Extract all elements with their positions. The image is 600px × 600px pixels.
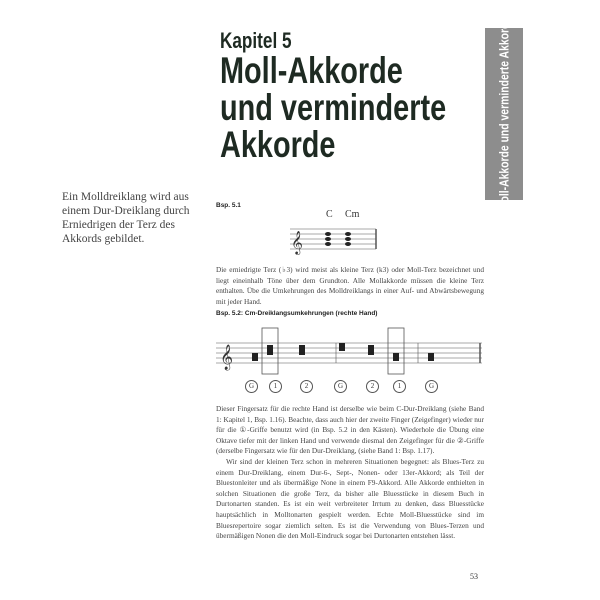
paragraph-text: Wir sind der kleinen Terz schon in mehreren Situationen begegnet: als Blues-Terz zu einem Dur-Dreiklang, einem Dur-6-, Sept-, Nonen- oder 13er-Akkord; als Teil der Bluestonleiter und als übermäßige None in einem F9-Akkord. Alle Akkorde enthielten in solchen Situationen die große Terz, da bisher alle Bluesstücke in diesem Buch in Durtonarten standen. Es ist ein weit verbreiteter Irrtum zu denken, dass Bluesstücke hauptsächlich in Molltonarten gespielt werden. Echte Moll-Bluesstücke sind im Bluesrepertoire sogar ziemlich selten. Es ist die Verwendung von Blues-Terzen und übermäßigen Nonen die den Moll-Eindruck sogar bei Durtonarten entstehen lässt.: [216, 456, 484, 541]
paragraph-text: Dieser Fingersatz für die rechte Hand ist derselbe wie beim C-Dur-Dreiklang (siehe Band 1: Kapitel 1, Bsp. 1.16). Beachte, dass auch hier der zweite Finger (Zeigefinger) wieder nur für die ①-Griffe benutzt wird (in Bsp. 5.2 in den Kästen). Wiederhole die Übung eine Oktave tiefer mit der linken Hand und verwende diesmal den Zeigefinger für die ②-Griffe (derselbe Fingersatz wie für den Dur-Dreiklang, (siehe Band 1: Bsp. 1.17).: [216, 404, 484, 456]
fingering-circle: 1: [393, 380, 406, 393]
example2-label: Bsp. 5.2: Cm-Dreiklangsumkehrungen (rechte Hand): [216, 310, 378, 317]
example1-label: Bsp. 5.1: [216, 202, 241, 209]
chapter-label: Kapitel 5: [220, 28, 292, 53]
fingering-circle: G: [245, 380, 258, 393]
staff-example2: [214, 325, 484, 380]
title-line: und verminderte: [220, 87, 447, 128]
fingering-circle: G: [425, 380, 438, 393]
fingering-circle: 2: [366, 380, 379, 393]
chord-label: Cm: [345, 209, 360, 220]
fingering-circle: 1: [269, 380, 282, 393]
margin-note: Ein Molldreiklang wird aus einem Dur-Dreiklang durch Erniedrigen der Terz des Akkords gebildet.: [62, 191, 190, 245]
paragraph-text: Die erniedrigte Terz (♭3) wird meist als kleine Terz (k3) oder Moll-Terz bezeichnet und liegt eineinhalb Töne über dem Grundton. Alle Mollakkorde müssen die kleine Terz enthalten. Übe die Umkehrungen des Molldreiklangs in einer Auf- und Abwärtsbewegung mit jeder Hand.: [216, 265, 484, 306]
title-line: Akkorde: [220, 124, 336, 165]
svg-text:𝄞: 𝄞: [291, 232, 303, 254]
chapter-side-tab: [485, 16, 523, 212]
title-line: Moll-Akkorde: [220, 50, 403, 91]
side-tab-label: Moll-Akkorde und verminderte Akkorde: [496, 16, 512, 212]
paragraph-1: [216, 265, 484, 307]
page-title: [220, 52, 446, 163]
staff-example1: [288, 225, 378, 255]
chord-label: C: [326, 209, 333, 220]
page-number: 53: [470, 572, 478, 581]
fingering-circle: G: [334, 380, 347, 393]
svg-text:𝄞: 𝄞: [220, 344, 234, 369]
fingering-circle: 2: [300, 380, 313, 393]
paragraph-2: [216, 404, 484, 542]
